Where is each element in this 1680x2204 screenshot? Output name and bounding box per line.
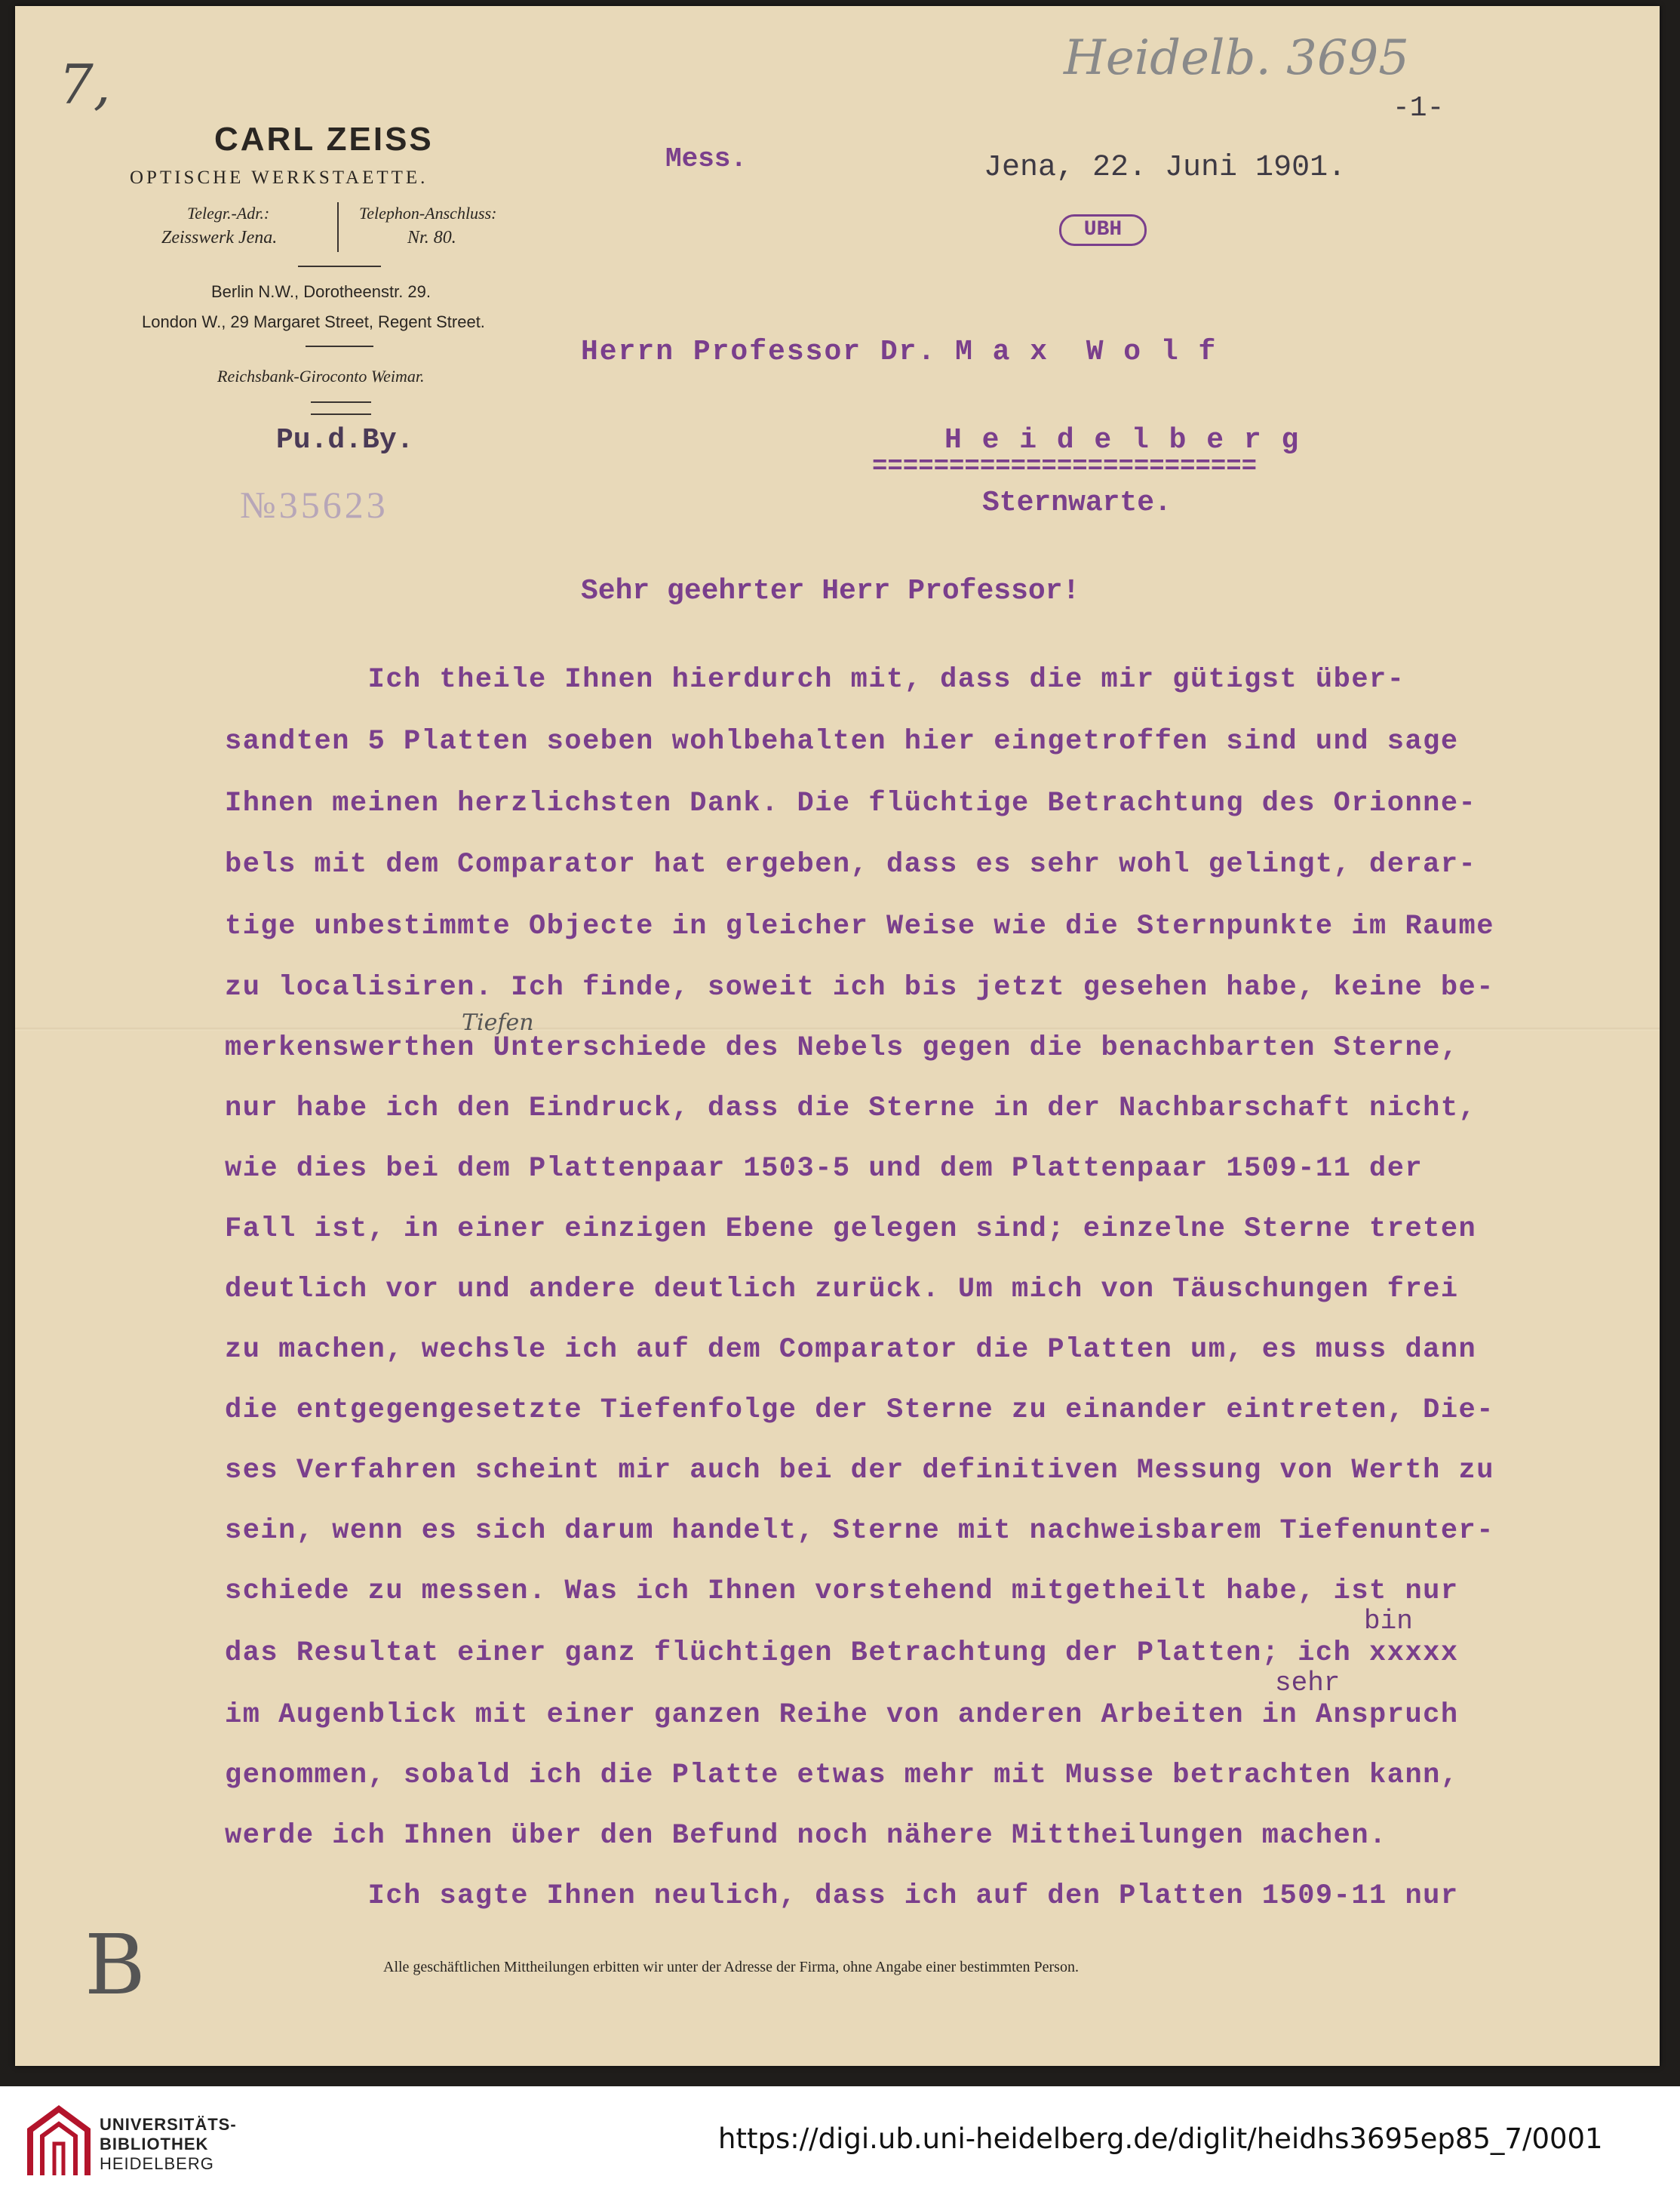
letterhead-rule-1: [298, 266, 381, 267]
bank-info: Reichsbank-Giroconto Weimar.: [217, 367, 425, 386]
body-line: nur habe ich den Eindruck, dass die Sterne in der Nachbarschaft nicht,: [225, 1093, 1477, 1124]
body-line: bels mit dem Comparator hat ergeben, dass es sehr wohl gelingt, derar-: [225, 849, 1477, 881]
bottom-mark: B: [84, 1917, 146, 2013]
city-underline: =========================: [872, 453, 1258, 481]
recipient-institution: Sternwarte.: [982, 487, 1172, 519]
london-address: London W., 29 Margaret Street, Regent Street.: [142, 312, 485, 331]
body-line: zu localisiren. Ich finde, soweit ich bis jetzt gesehen habe, keine be-: [225, 972, 1494, 1004]
handwritten-insertion-tiefen: Tiefen: [462, 1010, 534, 1036]
body-line: die entgegengesetzte Tiefenfolge der Sterne zu einander eintreten, Die-: [225, 1394, 1494, 1426]
body-line: schiede zu messen. Was ich Ihnen vorstehend mitgetheilt habe, ist nur: [225, 1575, 1459, 1607]
library-footer: [0, 2086, 1680, 2204]
body-line: ses Verfahren scheint mir auch bei der definitiven Messung von Werth zu: [225, 1455, 1494, 1486]
source-url-link[interactable]: https://digi.ub.uni-heidelberg.de/diglit/heidhs3695ep85_7/0001: [718, 2123, 1603, 2155]
body-line: Fall ist, in einer einzigen Ebene gelegen sind; einzelne Sterne treten: [225, 1213, 1477, 1245]
phone-label: Telephon-Anschluss:: [359, 204, 497, 223]
body-line: merkenswerthen Unterschiede des Nebels gegen die benachbarten Sterne,: [225, 1032, 1459, 1064]
letterhead-rule-3: [311, 401, 371, 403]
berlin-address: Berlin N.W., Dorotheenstr. 29.: [211, 282, 432, 301]
letter-date: Jena, 22. Juni 1901.: [984, 151, 1347, 185]
corner-mark: 7,: [59, 53, 111, 116]
body-line: im Augenblick mit einer ganzen Reihe von anderen Arbeiten in Anspruch: [225, 1699, 1459, 1731]
telegr-value: Zeisswerk Jena.: [161, 228, 278, 247]
body-line: deutlich vor und andere deutlich zurück. Um mich von Täuschungen frei: [225, 1274, 1459, 1305]
body-line: tige unbestimmte Objecte in gleicher Weise wie die Sternpunkte im Raume: [225, 911, 1494, 942]
recipient-city: H e i d e l b e r g: [944, 424, 1301, 456]
number-stamp: №35623: [240, 484, 389, 526]
mess-label: Mess.: [665, 143, 748, 174]
body-line: zu machen, wechsle ich auf dem Comparator die Platten um, es muss dann: [225, 1334, 1477, 1366]
recipient-name: Herrn Professor Dr. M a x W o l f: [581, 336, 1218, 368]
letterhead-divider-vertical: [337, 202, 339, 252]
phone-value: Nr. 80.: [407, 228, 456, 247]
typed-insertion-sehr: sehr: [1275, 1668, 1341, 1698]
body-line: wie dies bei dem Plattenpaar 1503-5 und dem Plattenpaar 1509-11 der: [225, 1153, 1424, 1185]
body-line: genommen, sobald ich die Platte etwas mehr mit Musse betrachten kann,: [225, 1760, 1459, 1791]
ubh-stamp: UBH: [1059, 214, 1147, 246]
body-line: werde ich Ihnen über den Befund noch nähere Mittheilungen machen.: [225, 1820, 1387, 1852]
library-name-2: BIBLIOTHEK: [100, 2135, 209, 2153]
library-name-3: HEIDELBERG: [100, 2154, 214, 2173]
body-line: sandten 5 Platten soeben wohlbehalten hier eingetroffen sind und sage: [225, 726, 1459, 758]
telegr-label: Telegr.-Adr.:: [187, 204, 270, 223]
salutation: Sehr geehrter Herr Professor!: [581, 575, 1080, 607]
reference-code: Pu.d.By.: [276, 424, 414, 456]
library-name-1: UNIVERSITÄTS-: [100, 2115, 237, 2134]
letterhead-rule-4: [311, 413, 371, 415]
company-subtitle: OPTISCHE WERKSTAETTE.: [130, 168, 428, 188]
body-line: Ihnen meinen herzlichsten Dank. Die flüchtige Betrachtung des Orionne-: [225, 788, 1477, 819]
archive-note: Heidelb. 3695: [1064, 30, 1409, 86]
letterhead-rule-2: [306, 346, 373, 347]
page-number: -1-: [1393, 92, 1445, 124]
body-line: das Resultat einer ganz flüchtigen Betrachtung der Platten; ich xxxxx: [225, 1637, 1459, 1669]
body-line: Ich sagte Ihnen neulich, dass ich auf den Platten 1509-11 nur: [225, 1880, 1459, 1912]
body-line: Ich theile Ihnen hierdurch mit, dass die mir gütigst über-: [225, 664, 1405, 696]
body-line: sein, wenn es sich darum handelt, Sterne mit nachweisbarem Tiefenunter-: [225, 1515, 1494, 1547]
letter-footer-note: Alle geschäftlichen Mittheilungen erbitten wir unter der Adresse der Firma, ohne Angabe einer bestimmten Person.: [383, 1959, 1079, 1975]
company-name: CARL ZEISS: [214, 121, 434, 158]
paper-fold: [15, 1028, 1660, 1031]
typed-insertion-bin: bin: [1364, 1606, 1413, 1637]
library-logo-icon: [24, 2103, 94, 2184]
